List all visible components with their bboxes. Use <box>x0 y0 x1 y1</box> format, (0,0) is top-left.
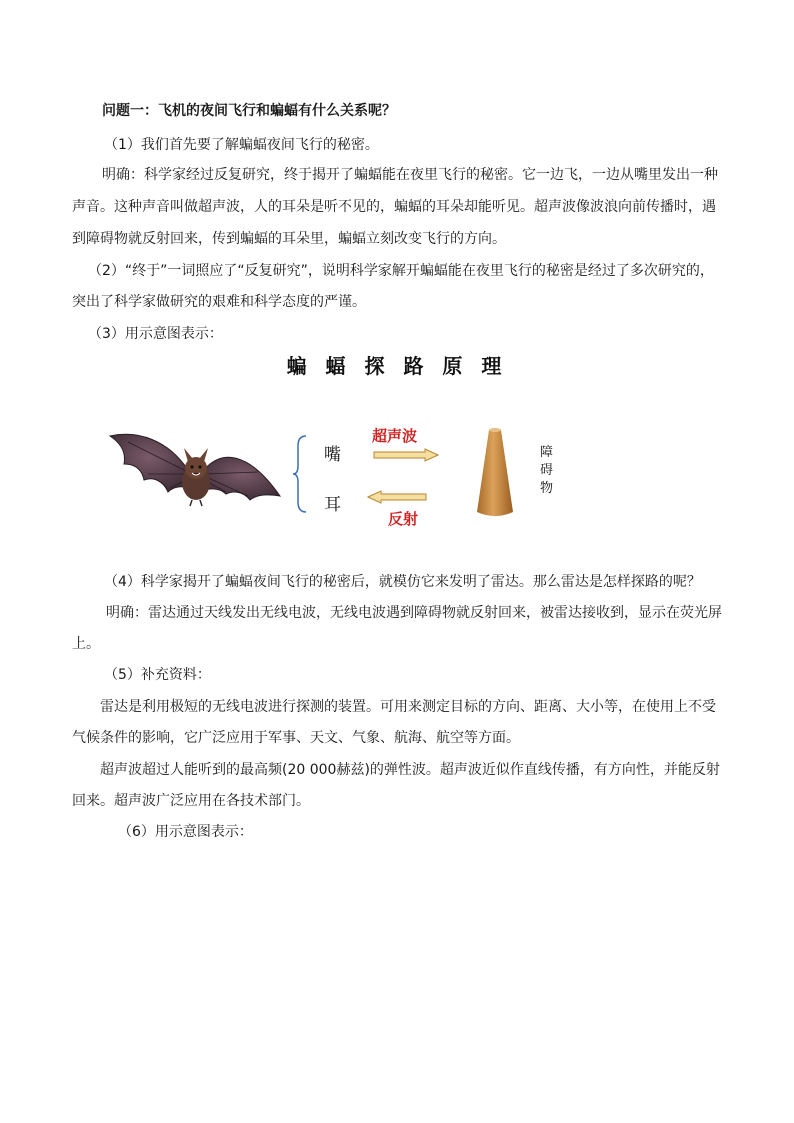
bat-diagram <box>100 420 580 530</box>
diagram-title: 蝙 蝠 探 路 原 理 <box>286 354 508 378</box>
explain-1-line-1: 明确：科学家经过反复研究，终于揭开了蝙蝠能在夜里飞行的秘密。它一边飞，一边从嘴里发出一种 <box>102 167 718 183</box>
mouth-label: 嘴 <box>324 445 341 465</box>
item-2-line-1: （2）“终于”一词照应了“反复研究”，说明科学家解开蝙蝠能在夜里飞行的秘密是经过了多次研究的， <box>88 263 714 279</box>
left-arrow-icon <box>367 490 427 504</box>
supp-1-line-2: 气候条件的影响，它广泛应用于军事、天文、气象、航海、航空等方面。 <box>72 730 520 746</box>
bat-icon <box>108 430 283 520</box>
ultrasound-label: 超声波 <box>372 427 418 445</box>
obstacle-cone-icon <box>475 426 515 520</box>
brace-icon <box>292 434 308 514</box>
explain-1-line-3: 到障碍物就反射回来，传到蝙蝠的耳朵里，蝙蝠立刻改变飞行的方向。 <box>72 231 506 247</box>
right-arrow-icon <box>373 448 439 462</box>
item-5: （5）补充资料： <box>104 667 211 683</box>
explain-4-line-1: 明确：雷达通过天线发出无线电波，无线电波遇到障碍物就反射回来，被雷达接收到，显示在荧光屏 <box>106 605 722 621</box>
question-title: 问题一：飞机的夜间飞行和蝙蝠有什么关系呢？ <box>102 103 396 119</box>
item-6: （6）用示意图表示： <box>118 824 253 840</box>
item-4: （4）科学家揭开了蝙蝠夜间飞行的秘密后，就模仿它来发明了雷达。那么雷达是怎样探路的呢？ <box>104 574 701 590</box>
ear-label: 耳 <box>324 495 341 515</box>
obstacle-label: 障碍物 <box>540 445 554 496</box>
supp-2-line-1: 超声波超过人能听到的最高频(20 000赫兹)的弹性波。超声波近似作直线传播，有方向性，并能反射 <box>100 762 720 778</box>
item-3: （3）用示意图表示： <box>88 326 223 342</box>
reflect-label: 反射 <box>388 510 419 528</box>
item-1: （1）我们首先要了解蝙蝠夜间飞行的秘密。 <box>104 137 379 153</box>
supp-1-line-1: 雷达是利用极短的无线电波进行探测的装置。可用来测定目标的方向、距离、大小等，在使用上不受 <box>100 699 716 715</box>
explain-4-line-2: 上。 <box>72 636 100 652</box>
explain-1-line-2: 声音。这种声音叫做超声波，人的耳朵是听不见的，蝙蝠的耳朵却能听见。超声波像波浪向前传播时，遇 <box>72 199 716 215</box>
item-2-line-2: 突出了科学家做研究的艰难和科学态度的严谨。 <box>72 294 366 310</box>
supp-2-line-2: 回来。超声波广泛应用在各技术部门。 <box>72 793 310 809</box>
